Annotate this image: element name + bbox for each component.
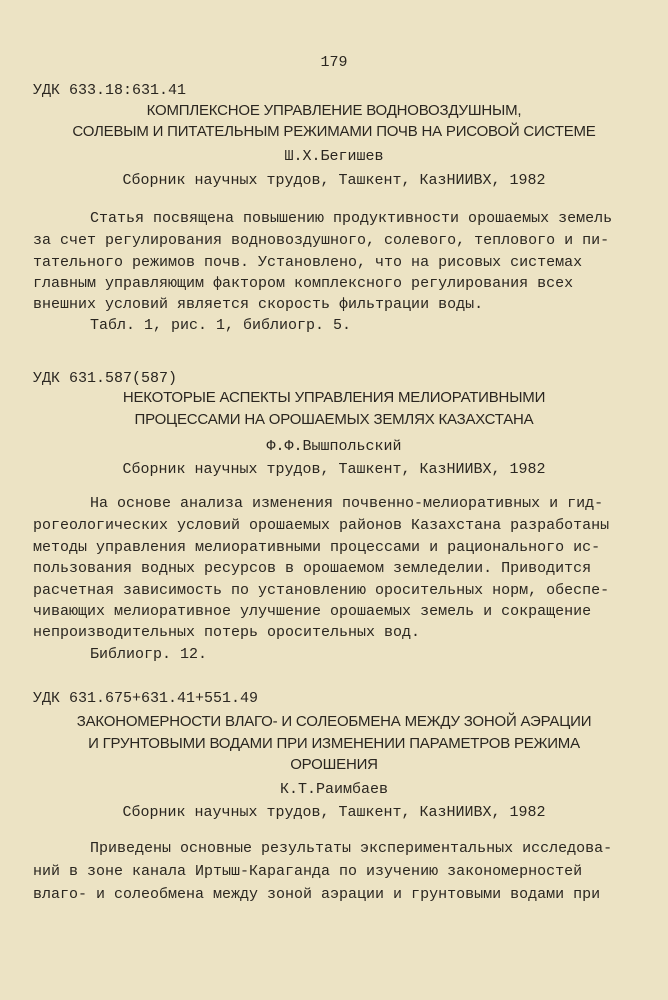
entry-title-line: ОРОШЕНИЯ: [290, 756, 378, 773]
abstract-line: рогеологических условий орошаемых районов Казахстана разработаны: [33, 517, 610, 534]
abstract-line: непроизводительных потерь оросительных вод.: [33, 624, 421, 641]
entry-title-line: ПРОЦЕССАМИ НА ОРОШАЕМЫХ ЗЕМЛЯХ КАЗАХСТАНА: [134, 411, 534, 428]
entry-title-line: НЕКОТОРЫЕ АСПЕКТЫ УПРАВЛЕНИЯ МЕЛИОРАТИВНЫМИ: [122, 389, 546, 406]
abstract-line: Приведены основные результаты экспериментальных исследова-: [90, 840, 613, 857]
entry-source: Сборник научных трудов, Ташкент, КазНИИВХ, 1982: [122, 804, 546, 821]
abstract-line: методы управления мелиоративными процессами и рационального ис-: [33, 539, 601, 556]
udc-code: УДК 633.18:631.41: [33, 82, 187, 99]
abstract-line: пользования водных ресурсов в орошаемом земледелии. Приводится: [33, 560, 592, 577]
abstract-line: влаго- и солеобмена между зоной аэрации и грунтовыми водами при: [33, 886, 601, 903]
udc-code: УДК 631.587(587): [33, 370, 178, 387]
abstract-line: Статья посвящена повышению продуктивности орошаемых земель: [90, 210, 613, 227]
entry-author: Ф.Ф.Вышпольский: [266, 438, 402, 455]
page-number: 179: [320, 54, 348, 71]
entry-author: Ш.Х.Бегишев: [284, 148, 384, 165]
entry-title-line: СОЛЕВЫМ И ПИТАТЕЛЬНЫМ РЕЖИМАМИ ПОЧВ НА РИСОВОЙ СИСТЕМЕ: [72, 123, 596, 140]
abstract-line: чивающих мелиоративное улучшение орошаемых земель и сокращение: [33, 603, 592, 620]
abstract-line: расчетная зависимость по установлению оросительных норм, обеспе-: [33, 582, 610, 599]
abstract-line: На основе анализа изменения почвенно-мелиоративных и гид-: [90, 495, 604, 512]
entry-author: К.Т.Раимбаев: [279, 781, 389, 798]
abstract-line: за счет регулирования водновоздушного, солевого, теплового и пи-: [33, 232, 610, 249]
abstract-line: ний в зоне канала Иртыш-Караганда по изучению закономерностей: [33, 863, 583, 880]
entry-title-line: И ГРУНТОВЫМИ ВОДАМИ ПРИ ИЗМЕНЕНИИ ПАРАМЕТРОВ РЕЖИМА: [88, 735, 580, 752]
entry-refs: Табл. 1, рис. 1, библиогр. 5.: [90, 317, 352, 334]
entry-title-line: ЗАКОНОМЕРНОСТИ ВЛАГО- И СОЛЕОБМЕНА МЕЖДУ ЗОНОЙ АЭРАЦИИ: [76, 713, 592, 730]
entry-source: Сборник научных трудов, Ташкент, КазНИИВХ, 1982: [122, 461, 546, 478]
abstract-line: главным управляющим фактором комплексного регулирования всех: [33, 275, 574, 292]
entry-title-line: КОМПЛЕКСНОЕ УПРАВЛЕНИЕ ВОДНОВОЗДУШНЫМ,: [146, 102, 522, 119]
udc-code: УДК 631.675+631.41+551.49: [33, 690, 259, 707]
entry-refs: Библиогр. 12.: [90, 646, 208, 663]
abstract-line: внешних условий является скорость фильтрации воды.: [33, 296, 484, 313]
entry-source: Сборник научных трудов, Ташкент, КазНИИВХ, 1982: [122, 172, 546, 189]
abstract-line: тательного режимов почв. Установлено, что на рисовых системах: [33, 254, 583, 271]
